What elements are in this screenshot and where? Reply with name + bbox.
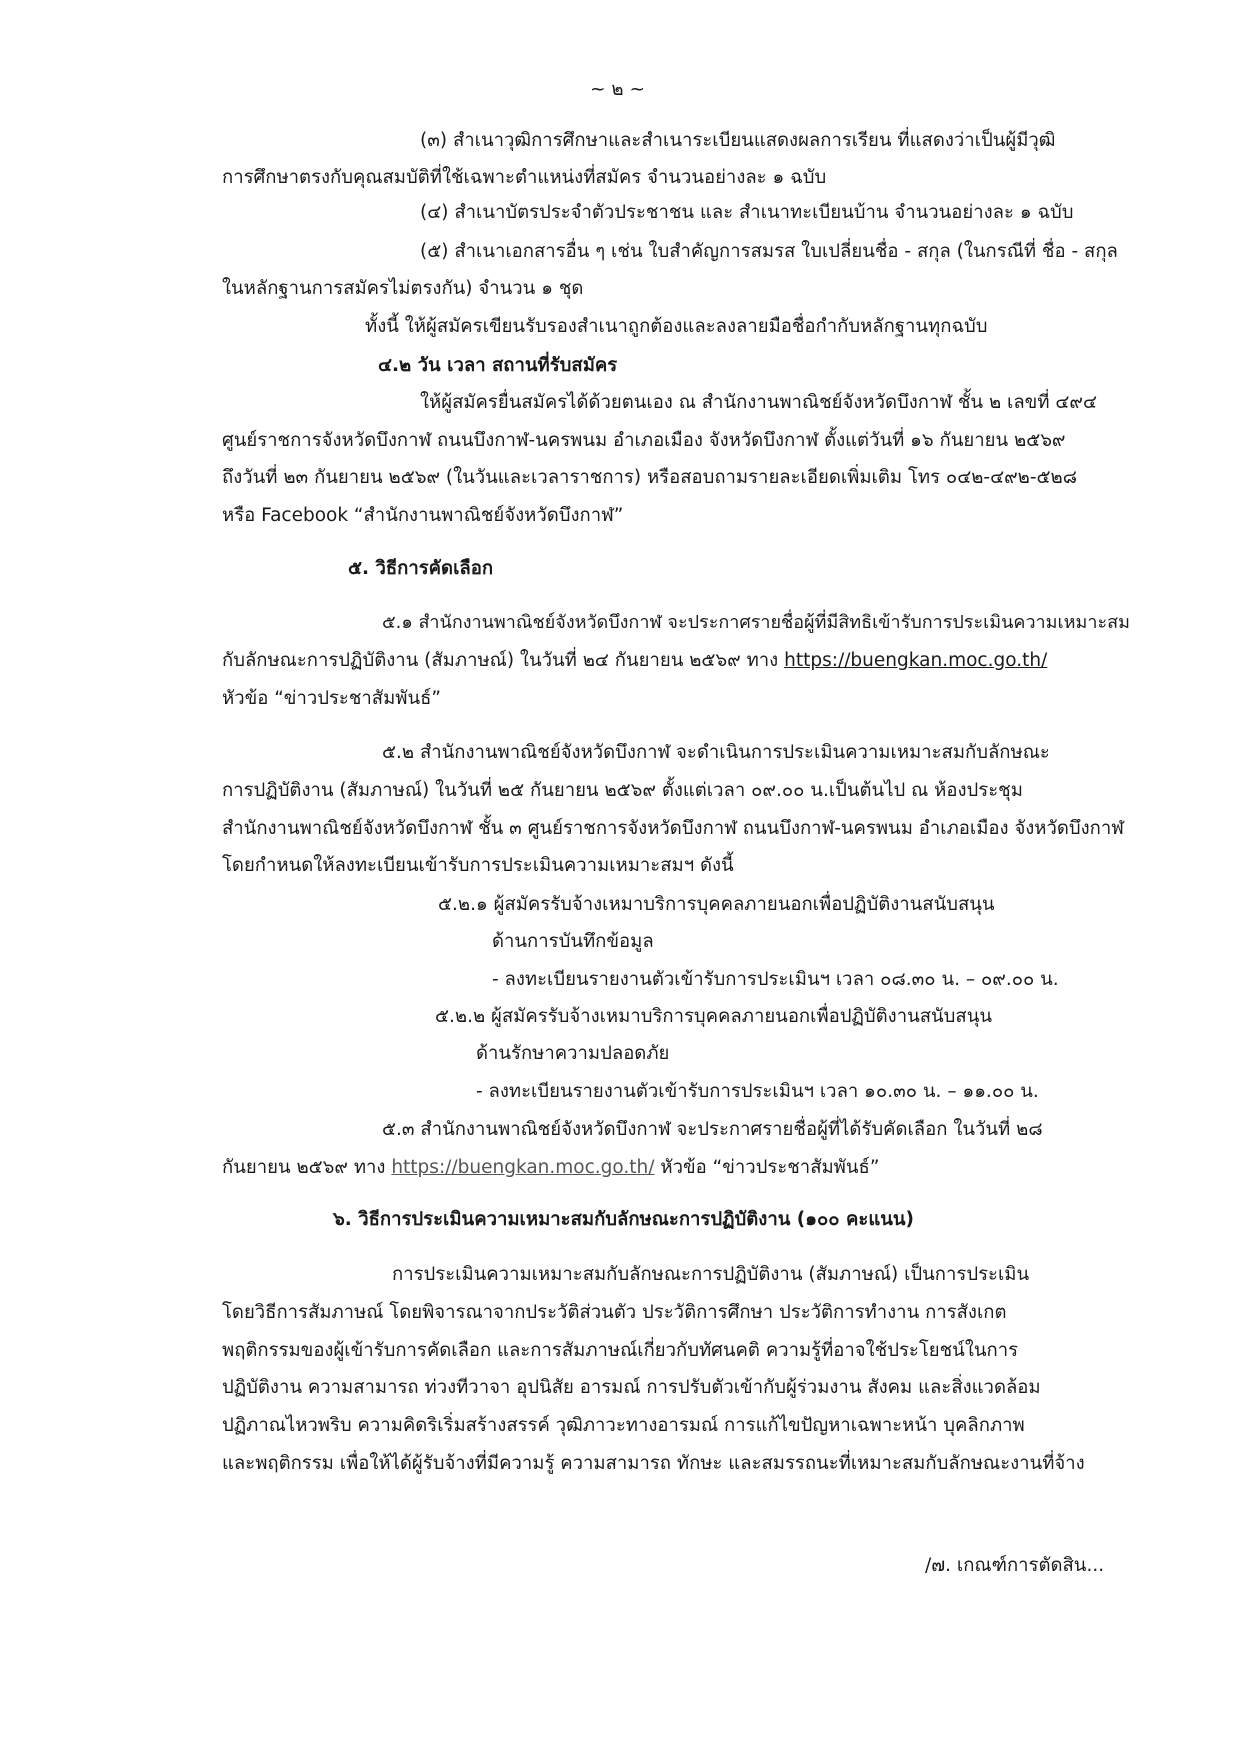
item-3-line-2: การศึกษาตรงกับคุณสมบัติที่ใช้เฉพาะตำแหน่งที่สมัคร จำนวนอย่างละ ๑ ฉบับ [222, 167, 827, 188]
para-5-3-line-1: ๕.๓ สำนักงานพาณิชย์จังหวัดบึงกาฬ จะประกาศรายชื่อผู้ที่ได้รับคัดเลือก ในวันที่ ๒๘ [382, 1119, 1043, 1140]
para-5-2-line-3: สำนักงานพาณิชย์จังหวัดบึงกาฬ ชั้น ๓ ศูนย์ราชการจังหวัดบึงกาฬ ถนนบึงกาฬ-นครพนม อำเภอเมือง จังหวัดบึงกาฬ [222, 818, 1124, 839]
footer-continuation: /๗. เกณฑ์การตัดสิน... [925, 1555, 1105, 1576]
para-6-line-6: และพฤติกรรม เพื่อให้ได้ผู้รับจ้างที่มีความรู้ ความสามารถ ทักษะ และสมรรถนะที่เหมาะสมกับลักษณะงานที่จ้าง [222, 1453, 1085, 1474]
para-5-3-line-2 [222, 1155, 879, 1181]
item-3-line-1: (๓) สำเนาวุฒิการศึกษาและสำเนาระเบียนแสดงผลการเรียน ที่แสดงว่าเป็นผู้มีวุฒิ [420, 130, 1056, 151]
para-5-2-line-2: การปฏิบัติงาน (สัมภาษณ์) ในวันที่ ๒๕ กันยายน ๒๕๖๙ ตั้งแต่เวลา ๐๙.๐๐ น.เป็นต้นไป ณ ห้องประชุม [222, 780, 1023, 801]
heading-6: ๖. วิธีการประเมินความเหมาะสมกับลักษณะการปฏิบัติงาน (๑๐๐ คะแนน) [333, 1209, 915, 1230]
para-4-2-line-1: ให้ผู้สมัครยื่นสมัครได้ด้วยตนเอง ณ สำนักงานพาณิชย์จังหวัดบึงกาฬ ชั้น ๒ เลขที่ ๔๙๔ [420, 392, 1097, 413]
item-5-line-2: ในหลักฐานการสมัครไม่ตรงกัน) จำนวน ๑ ชุด [222, 278, 584, 299]
heading-4-2: ๔.๒ วัน เวลา สถานที่รับสมัคร [378, 355, 618, 376]
website-link[interactable]: https://buengkan.moc.go.th/ [784, 650, 1048, 671]
para-4-2-line-4: หรือ Facebook “สำนักงานพาณิชย์จังหวัดบึงกาฬ” [222, 505, 624, 526]
para-5-2-1-line-1: ๕.๒.๑ ผู้สมัครรับจ้างเหมาบริการบุคคลภายนอกเพื่อปฏิบัติงานสนับสนุน [438, 894, 995, 915]
website-link-2[interactable]: https://buengkan.moc.go.th/ [391, 1157, 655, 1178]
para-5-2-2-line-2: ด้านรักษาความปลอดภัย [476, 1043, 670, 1064]
para-6-line-1: การประเมินความเหมาะสมกับลักษณะการปฏิบัติงาน (สัมภาษณ์) เป็นการประเมิน [392, 1264, 1030, 1285]
para-5-2-2-line-3: - ลงทะเบียนรายงานตัวเข้ารับการประเมินฯ เวลา ๑๐.๓๐ น. – ๑๑.๐๐ น. [476, 1081, 1039, 1102]
para-5-3-line-2-text: กันยายน ๒๕๖๙ ทาง [222, 1157, 386, 1178]
page-number: ~ ๒ ~ [590, 79, 645, 100]
para-5-2-1-line-2: ด้านการบันทึกข้อมูล [492, 931, 654, 952]
para-6-line-5: ปฏิภาณไหวพริบ ความคิดริเริ่มสร้างสรรค์ วุฒิภาวะทางอารมณ์ การแก้ไขปัญหาเฉพาะหน้า บุคลิกภาพ [222, 1415, 1025, 1436]
para-5-1-line-1: ๕.๑ สำนักงานพาณิชย์จังหวัดบึงกาฬ จะประกาศรายชื่อผู้ที่มีสิทธิเข้ารับการประเมินความเหมาะสม [382, 612, 1130, 633]
para-4-2-line-3: ถึงวันที่ ๒๓ กันยายน ๒๕๖๙ (ในวันและเวลาราชการ) หรือสอบถามรายละเอียดเพิ่มเติม โทร ๐๔๒-๔๙๒-๕๒๘ [222, 467, 1077, 488]
para-4-2-line-2: ศูนย์ราชการจังหวัดบึงกาฬ ถนนบึงกาฬ-นครพนม อำเภอเมือง จังหวัดบึงกาฬ ตั้งแต่วันที่ ๑๖ กันยายน ๒๕๖๙ [222, 430, 1066, 451]
para-5-3-line-2-tail: หัวข้อ “ข่าวประชาสัมพันธ์” [660, 1157, 880, 1178]
item-5-line-1: (๕) สำเนาเอกสารอื่น ๆ เช่น ใบสำคัญการสมรส ใบเปลี่ยนชื่อ - สกุล (ในกรณีที่ ชื่อ - สกุล [420, 241, 1118, 262]
para-6-line-4: ปฏิบัติงาน ความสามารถ ท่วงทีวาจา อุปนิสัย อารมณ์ การปรับตัวเข้ากับผู้ร่วมงาน สังคม และสิ่งแวดล้อม [222, 1377, 1041, 1398]
certify-note: ทั้งนี้ ให้ผู้สมัครเขียนรับรองสำเนาถูกต้องและลงลายมือชื่อกำกับหลักฐานทุกฉบับ [365, 316, 988, 337]
heading-5: ๕. วิธีการคัดเลือก [348, 558, 494, 579]
para-5-2-line-4: โดยกำหนดให้ลงทะเบียนเข้ารับการประเมินความเหมาะสมฯ ดังนี้ [222, 855, 734, 876]
para-5-2-1-line-3: - ลงทะเบียนรายงานตัวเข้ารับการประเมินฯ เวลา ๐๘.๓๐ น. – ๐๙.๐๐ น. [492, 969, 1059, 990]
para-5-1-line-2 [222, 648, 1047, 674]
item-4: (๔) สำเนาบัตรประจำตัวประชาชน และ สำเนาทะเบียนบ้าน จำนวนอย่างละ ๑ ฉบับ [420, 202, 1074, 223]
para-5-1-line-2-text: กับลักษณะการปฏิบัติงาน (สัมภาษณ์) ในวันที่ ๒๔ กันยายน ๒๕๖๙ ทาง [222, 650, 779, 671]
para-5-2-2-line-1: ๕.๒.๒ ผู้สมัครรับจ้างเหมาบริการบุคคลภายนอกเพื่อปฏิบัติงานสนับสนุน [435, 1006, 993, 1027]
para-5-1-line-3: หัวข้อ “ข่าวประชาสัมพันธ์” [222, 688, 441, 709]
para-5-2-line-1: ๕.๒ สำนักงานพาณิชย์จังหวัดบึงกาฬ จะดำเนินการประเมินความเหมาะสมกับลักษณะ [382, 742, 1050, 763]
para-6-line-2: โดยวิธีการสัมภาษณ์ โดยพิจารณาจากประวัติส่วนตัว ประวัติการศึกษา ประวัติการทำงาน การสังเกต [222, 1302, 1007, 1323]
para-6-line-3: พฤติกรรมของผู้เข้ารับการคัดเลือก และการสัมภาษณ์เกี่ยวกับทัศนคติ ความรู้ที่อาจใช้ประโยชน์ในการ [222, 1340, 1019, 1361]
